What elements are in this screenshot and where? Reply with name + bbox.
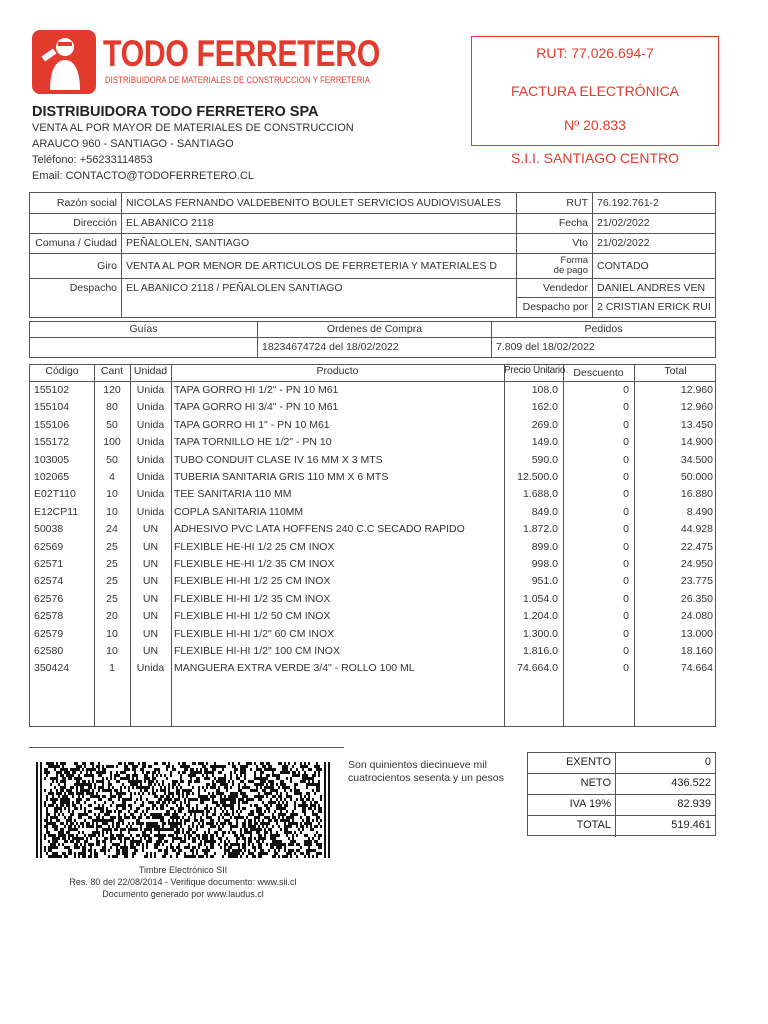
cell-descuento: 0 [623, 384, 629, 396]
cell-unidad: Unida [136, 488, 165, 501]
table-row [30, 417, 715, 434]
forma-label-line1: Forma [560, 255, 588, 266]
cell-codigo: E02T110 [34, 488, 76, 501]
cell-cant: 50 [106, 453, 118, 466]
table-row [30, 643, 715, 660]
items-table [29, 364, 716, 727]
cell-unidad: UN [142, 592, 159, 605]
cell-producto: FLEXIBLE HE-HI 1/2 35 CM INOX [174, 558, 335, 570]
cell-producto: MANGUERA EXTRA VERDE 3/4" - ROLLO 100 ML [174, 662, 415, 675]
cell-codigo: 50038 [34, 523, 64, 536]
document-id-box [471, 36, 719, 146]
comuna-label: Comuna / Ciudad [29, 233, 122, 254]
table-row [30, 469, 715, 486]
cell-descuento: 0 [623, 645, 629, 657]
direccion-value: EL ABANICO 2118 [121, 213, 517, 234]
cell-codigo: 103005 [34, 453, 70, 466]
totals-row [528, 774, 715, 795]
cell-total: 44.928 [680, 523, 713, 536]
comuna-value: PEÑALOLEN, SANTIAGO [121, 233, 517, 254]
cell-codigo: 155104 [34, 401, 70, 414]
cell-producto: FLEXIBLE HE-HI 1/2 25 CM INOX [174, 540, 335, 553]
cell-cant: 10 [106, 488, 118, 501]
cell-descuento: 0 [623, 575, 629, 588]
company-phone: Teléfono: +56233114853 [32, 154, 153, 166]
totals-label: EXENTO [565, 756, 611, 768]
cell-codigo: 62578 [34, 610, 64, 623]
cell-cant: 80 [106, 401, 118, 414]
cell-cant: 10 [106, 645, 118, 657]
totals-value: 0 [615, 753, 715, 774]
fecha-label: Fecha [516, 213, 593, 234]
cell-unidad: Unida [136, 384, 165, 396]
forma-value: CONTADO [592, 253, 716, 279]
cell-codigo: 62580 [34, 645, 64, 657]
cell-unidad: Unida [136, 662, 165, 675]
forma-label [516, 253, 593, 279]
cell-producto: TAPA TORNILLO HE 1/2" - PN 10 [174, 436, 332, 449]
cell-producto: TUBO CONDUIT CLASE IV 16 MM X 3 MTS [174, 453, 383, 466]
cell-unidad: Unida [136, 453, 165, 466]
sii-office: S.I.I. SANTIAGO CENTRO [510, 150, 680, 166]
vendedor-value: DANIEL ANDRES VEN [592, 278, 716, 298]
totals-label: IVA 19% [569, 798, 611, 810]
cell-unidad: UN [142, 627, 159, 640]
cell-precio: 998.0 [531, 558, 558, 570]
pedidos-header: Pedidos [491, 321, 716, 338]
company-activity: VENTA AL POR MAYOR DE MATERIALES DE CONSTRUCCION [32, 122, 354, 134]
totals-row [528, 795, 715, 816]
table-row [30, 486, 715, 503]
cell-codigo: 155106 [34, 418, 70, 431]
giro-label: Giro [29, 253, 122, 279]
cell-precio: 149.0 [531, 436, 558, 449]
cell-producto: TAPA GORRO HI 3/4" - PN 10 M61 [174, 401, 339, 414]
header-codigo: Código [45, 365, 79, 377]
cell-precio: 74.664.0 [517, 662, 558, 675]
guias-header: Guías [29, 321, 258, 338]
logo-icon [32, 30, 96, 94]
cell-unidad: UN [142, 645, 159, 657]
cell-unidad: UN [142, 558, 159, 570]
cell-cant: 1 [109, 662, 115, 675]
cell-codigo: 62579 [34, 627, 64, 640]
cell-unidad: UN [142, 575, 159, 588]
cell-producto: FLEXIBLE HI-HI 1/2 50 CM INOX [174, 610, 331, 623]
cell-precio: 1.300.0 [522, 627, 558, 640]
cell-cant: 10 [106, 505, 118, 518]
cell-descuento: 0 [623, 662, 629, 675]
header-precio: Precio Unitario [504, 365, 566, 376]
cell-total: 14.900 [680, 436, 713, 449]
cell-codigo: 62576 [34, 592, 64, 605]
despacho-por-label: Despacho por [516, 297, 593, 318]
stamp-line: Documento generado por www.laudus.cl [102, 889, 264, 899]
cell-descuento: 0 [623, 540, 629, 553]
cell-cant: 25 [106, 575, 118, 588]
despacho-label: Despacho [29, 278, 122, 318]
cell-precio: 899.0 [531, 540, 558, 553]
vto-value: 21/02/2022 [592, 233, 716, 254]
company-email: Email: CONTACTO@TODOFERRETERO.CL [32, 170, 255, 182]
cell-producto: ADHESIVO PVC LATA HOFFENS 240 C.C SECADO RAPIDO [174, 523, 465, 536]
header-producto: Producto [316, 365, 359, 377]
ordenes-value: 18234674724 del 18/02/2022 [257, 337, 492, 358]
totals-row [528, 753, 715, 774]
cell-codigo: E12CP11 [34, 505, 79, 518]
cell-total: 24.950 [680, 558, 713, 570]
ordenes-header: Ordenes de Compra [257, 321, 492, 338]
cell-descuento: 0 [623, 505, 629, 518]
cell-total: 16.880 [680, 488, 713, 501]
cell-precio: 1.816.0 [522, 645, 558, 657]
fecha-value: 21/02/2022 [592, 213, 716, 234]
amount-in-words: Son quinientos diecinueve mil cuatrocientos sesenta y un pesos [348, 759, 504, 784]
cell-precio: 12.500.0 [517, 471, 558, 483]
guias-value [29, 337, 258, 358]
header-descuento: Descuento [573, 367, 624, 379]
cell-total: 23.775 [680, 575, 713, 588]
cell-precio: 849.0 [531, 505, 558, 518]
totals-label: TOTAL [576, 819, 611, 831]
cell-total: 18.160 [680, 645, 713, 657]
cell-descuento: 0 [623, 558, 629, 570]
cell-total: 13.450 [680, 418, 713, 431]
cell-codigo: 102065 [34, 471, 70, 483]
cell-producto: FLEXIBLE HI-HI 1/2 35 CM INOX [174, 592, 331, 605]
cell-precio: 951.0 [531, 575, 558, 588]
cell-unidad: Unida [136, 471, 165, 483]
razon-value: NICOLAS FERNANDO VALDEBENITO BOULET SERVICIOS AUDIOVISUALES [121, 192, 517, 214]
company-name: DISTRIBUIDORA TODO FERRETERO SPA [32, 104, 319, 120]
cell-codigo: 350424 [34, 662, 70, 675]
cell-total: 24.080 [680, 610, 713, 623]
forma-label-line2: de pago [553, 265, 588, 276]
cell-unidad: UN [142, 523, 159, 536]
cell-cant: 100 [103, 436, 121, 449]
totals-table [527, 752, 716, 836]
table-row [30, 452, 715, 469]
cell-precio: 1.872.0 [522, 523, 558, 536]
cell-total: 8.490 [686, 505, 713, 518]
totals-row [528, 816, 715, 837]
cell-descuento: 0 [623, 592, 629, 605]
cell-cant: 25 [106, 592, 118, 605]
table-row [30, 434, 715, 451]
cell-precio: 108.0 [531, 384, 558, 396]
cell-total: 74.664 [680, 662, 713, 675]
cell-descuento: 0 [623, 471, 629, 483]
cell-producto: TAPA GORRO HI 1" - PN 10 M61 [174, 418, 330, 431]
cell-cant: 24 [106, 523, 118, 536]
cell-unidad: Unida [136, 418, 165, 431]
table-row [30, 608, 715, 625]
cell-unidad: Unida [136, 436, 165, 449]
cell-descuento: 0 [623, 627, 629, 640]
cell-producto: COPLA SANITARIA 110MM [174, 505, 304, 518]
table-row [30, 591, 715, 608]
cell-precio: 590.0 [531, 453, 558, 466]
vto-label: Vto [516, 233, 593, 254]
cell-cant: 20 [106, 610, 118, 623]
cell-producto: TEE SANITARIA 110 MM [174, 488, 292, 501]
document-type: FACTURA ELECTRÓNICA [510, 83, 680, 99]
cell-precio: 1.054.0 [522, 592, 558, 605]
totals-value: 519.461 [615, 816, 715, 837]
cell-descuento: 0 [623, 436, 629, 449]
cell-codigo: 62571 [34, 558, 64, 570]
table-row [30, 399, 715, 416]
cell-producto: TUBERIA SANITARIA GRIS 110 MM X 6 MTS [174, 471, 389, 483]
cell-cant: 120 [103, 384, 121, 396]
razon-label: Razón social [29, 192, 122, 214]
cell-cant: 50 [106, 418, 118, 431]
table-row [30, 556, 715, 573]
cell-total: 50.000 [680, 471, 713, 483]
cell-codigo: 155102 [34, 384, 70, 396]
table-row [30, 504, 715, 521]
cell-cant: 25 [106, 558, 118, 570]
rut-value: 76.192.761-2 [592, 192, 716, 214]
header-cant: Cant [100, 365, 124, 377]
cell-descuento: 0 [623, 610, 629, 623]
issuer-rut: RUT: 77.026.694-7 [536, 45, 654, 61]
cell-total: 22.475 [680, 540, 713, 553]
despacho-value: EL ABANICO 2118 / PEÑALOLEN SANTIAGO [121, 278, 517, 318]
cell-producto: TAPA GORRO HI 1/2" - PN 10 M61 [174, 384, 339, 396]
totals-value: 82.939 [615, 795, 715, 816]
despacho-por-value: 2 CRISTIAN ERICK RUI [592, 297, 716, 318]
totals-label: NETO [580, 777, 611, 789]
cell-cant: 10 [106, 627, 118, 640]
footer-divider [29, 747, 344, 748]
giro-value: VENTA AL POR MENOR DE ARTICULOS DE FERRETERIA Y MATERIALES D [121, 253, 517, 279]
cell-codigo: 155172 [34, 436, 70, 449]
brand-name: TODO FERRETERO [103, 33, 380, 74]
document-number: Nº 20.833 [564, 117, 626, 133]
cell-unidad: Unida [136, 505, 165, 518]
cell-total: 13.000 [680, 627, 713, 640]
vendedor-label: Vendedor [516, 278, 593, 298]
rut-label: RUT [516, 192, 593, 214]
cell-precio: 269.0 [531, 418, 558, 431]
table-row [30, 521, 715, 538]
header-total: Total [664, 365, 687, 377]
cell-producto: FLEXIBLE HI-HI 1/2" 60 CM INOX [174, 627, 335, 640]
header-unidad: Unidad [133, 365, 168, 377]
barcode-pdf417 [36, 762, 330, 858]
totals-value: 436.522 [615, 774, 715, 795]
table-row [30, 382, 715, 399]
cell-total: 12.960 [680, 401, 713, 414]
pedidos-value: 7.809 del 18/02/2022 [491, 337, 716, 358]
cell-precio: 1.688.0 [522, 488, 558, 501]
electronic-stamp-caption [36, 864, 330, 900]
cell-producto: FLEXIBLE HI-HI 1/2 25 CM INOX [174, 575, 331, 588]
cell-codigo: 62569 [34, 540, 64, 553]
cell-producto: FLEXIBLE HI-HI 1/2" 100 CM INOX [174, 645, 340, 657]
table-row [30, 573, 715, 590]
table-row [30, 660, 715, 677]
cell-unidad: Unida [136, 401, 165, 414]
cell-descuento: 0 [623, 418, 629, 431]
cell-unidad: UN [142, 610, 159, 623]
cell-precio: 1.204.0 [522, 610, 558, 623]
cell-codigo: 62574 [34, 575, 64, 588]
cell-cant: 25 [106, 540, 118, 553]
cell-unidad: UN [142, 540, 159, 553]
cell-cant: 4 [109, 471, 115, 483]
cell-precio: 162.0 [531, 401, 558, 414]
cell-descuento: 0 [623, 523, 629, 536]
cell-descuento: 0 [623, 401, 629, 414]
brand-tagline: DISTRIBUIDORA DE MATERIALES DE CONSTRUCCION Y FERRETERIA [105, 75, 371, 85]
company-address: ARAUCO 960 - SANTIAGO - SANTIAGO [32, 138, 234, 150]
cell-descuento: 0 [623, 488, 629, 501]
cell-descuento: 0 [623, 453, 629, 466]
table-row [30, 626, 715, 643]
stamp-line: Timbre Electrónico SII [138, 865, 228, 875]
cell-total: 34.500 [680, 453, 713, 466]
table-row [30, 539, 715, 556]
cell-total: 12.960 [680, 384, 713, 396]
stamp-line: Res. 80 del 22/08/2014 - Verifique documento: www.sii.cl [69, 877, 297, 887]
cell-total: 26.350 [680, 592, 713, 605]
direccion-label: Dirección [29, 213, 122, 234]
